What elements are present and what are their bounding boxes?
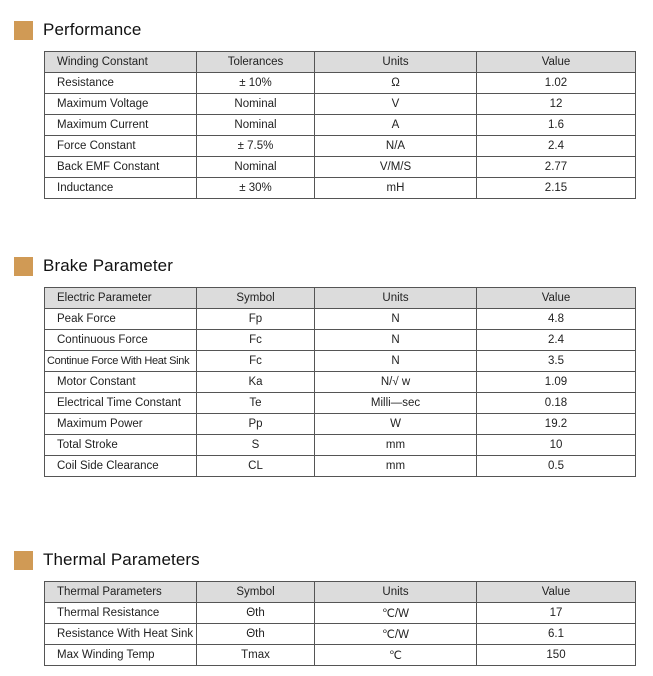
symbol: Pp xyxy=(197,414,315,435)
table-row xyxy=(45,157,636,178)
table-row xyxy=(45,94,636,115)
symbol: S xyxy=(197,435,315,456)
table-row xyxy=(45,115,636,136)
value: 10 xyxy=(477,435,636,456)
value: 19.2 xyxy=(477,414,636,435)
header-cell: Value xyxy=(477,52,636,73)
table-row xyxy=(45,645,636,666)
param-name: Maximum Power xyxy=(45,414,197,435)
brake-title: Brake Parameter xyxy=(43,256,173,275)
table-row xyxy=(45,624,636,645)
tolerance: Nominal xyxy=(197,157,315,178)
header-cell: Units xyxy=(315,582,477,603)
section-marker-square xyxy=(14,551,33,570)
param-name: Motor Constant xyxy=(45,372,197,393)
symbol: Θth xyxy=(197,603,315,624)
performance-title: Performance xyxy=(43,20,142,39)
value: 2.15 xyxy=(477,178,636,199)
header-cell: Value xyxy=(477,582,636,603)
table-header-row xyxy=(45,582,636,603)
tolerance: ± 30% xyxy=(197,178,315,199)
param-name: Peak Force xyxy=(45,309,197,330)
value: 1.02 xyxy=(477,73,636,94)
symbol: Tmax xyxy=(197,645,315,666)
value: 2.4 xyxy=(477,136,636,157)
unit: N xyxy=(315,330,477,351)
param-name: Total Stroke xyxy=(45,435,197,456)
unit: N/A xyxy=(315,136,477,157)
param-name: Resistance xyxy=(45,73,197,94)
value: 2.4 xyxy=(477,330,636,351)
table-row xyxy=(45,456,636,477)
header-cell: Winding Constant xyxy=(45,52,197,73)
header-cell: Units xyxy=(315,288,477,309)
value: 1.6 xyxy=(477,115,636,136)
table-row xyxy=(45,372,636,393)
param-name: Thermal Resistance xyxy=(45,603,197,624)
param-name: Maximum Voltage xyxy=(45,94,197,115)
unit: Milli—sec xyxy=(315,393,477,414)
symbol: Θth xyxy=(197,624,315,645)
unit: mm xyxy=(315,456,477,477)
param-name: Coil Side Clearance xyxy=(45,456,197,477)
symbol: Fc xyxy=(197,351,315,372)
value: 0.18 xyxy=(477,393,636,414)
unit: mm xyxy=(315,435,477,456)
param-name: Continue Force With Heat Sink xyxy=(45,351,197,372)
param-name: Maximum Current xyxy=(45,115,197,136)
table-header-row xyxy=(45,288,636,309)
table-row xyxy=(45,393,636,414)
value: 0.5 xyxy=(477,456,636,477)
unit: ℃/W xyxy=(315,624,477,645)
unit: N xyxy=(315,351,477,372)
param-name: Continuous Force xyxy=(45,330,197,351)
param-name: Inductance xyxy=(45,178,197,199)
table-row xyxy=(45,603,636,624)
unit: V xyxy=(315,94,477,115)
symbol: Ka xyxy=(197,372,315,393)
param-name: Electrical Time Constant xyxy=(45,393,197,414)
performance-table xyxy=(44,51,636,199)
unit: N xyxy=(315,309,477,330)
value: 12 xyxy=(477,94,636,115)
symbol: Fp xyxy=(197,309,315,330)
section-marker-square xyxy=(14,21,33,40)
symbol: Fc xyxy=(197,330,315,351)
value: 17 xyxy=(477,603,636,624)
performance-heading xyxy=(14,19,141,41)
value: 2.77 xyxy=(477,157,636,178)
table-row xyxy=(45,435,636,456)
table-row xyxy=(45,330,636,351)
unit: ℃ xyxy=(315,645,477,666)
header-cell: Symbol xyxy=(197,288,315,309)
thermal-heading xyxy=(14,549,200,571)
table-row xyxy=(45,178,636,199)
header-cell: Thermal Parameters xyxy=(45,582,197,603)
table-header-row xyxy=(45,52,636,73)
unit: V/M/S xyxy=(315,157,477,178)
table-row xyxy=(45,136,636,157)
header-cell: Symbol xyxy=(197,582,315,603)
table-row xyxy=(45,414,636,435)
unit: N/√ w xyxy=(315,372,477,393)
thermal-title: Thermal Parameters xyxy=(43,550,200,569)
tolerance: ± 10% xyxy=(197,73,315,94)
value: 1.09 xyxy=(477,372,636,393)
tolerance: ± 7.5% xyxy=(197,136,315,157)
header-cell: Tolerances xyxy=(197,52,315,73)
brake-table xyxy=(44,287,636,477)
param-name: Resistance With Heat Sink xyxy=(45,624,197,645)
value: 4.8 xyxy=(477,309,636,330)
header-cell: Value xyxy=(477,288,636,309)
param-name: Force Constant xyxy=(45,136,197,157)
header-cell: Units xyxy=(315,52,477,73)
thermal-table xyxy=(44,581,636,666)
symbol: Te xyxy=(197,393,315,414)
tolerance: Nominal xyxy=(197,94,315,115)
header-cell: Electric Parameter xyxy=(45,288,197,309)
brake-heading xyxy=(14,255,173,277)
table-row xyxy=(45,351,636,372)
tolerance: Nominal xyxy=(197,115,315,136)
param-name: Max Winding Temp xyxy=(45,645,197,666)
value: 150 xyxy=(477,645,636,666)
unit: ℃/W xyxy=(315,603,477,624)
unit: A xyxy=(315,115,477,136)
value: 3.5 xyxy=(477,351,636,372)
symbol: CL xyxy=(197,456,315,477)
unit: Ω xyxy=(315,73,477,94)
value: 6.1 xyxy=(477,624,636,645)
param-name: Back EMF Constant xyxy=(45,157,197,178)
table-row xyxy=(45,309,636,330)
table-row xyxy=(45,73,636,94)
unit: W xyxy=(315,414,477,435)
unit: mH xyxy=(315,178,477,199)
section-marker-square xyxy=(14,257,33,276)
